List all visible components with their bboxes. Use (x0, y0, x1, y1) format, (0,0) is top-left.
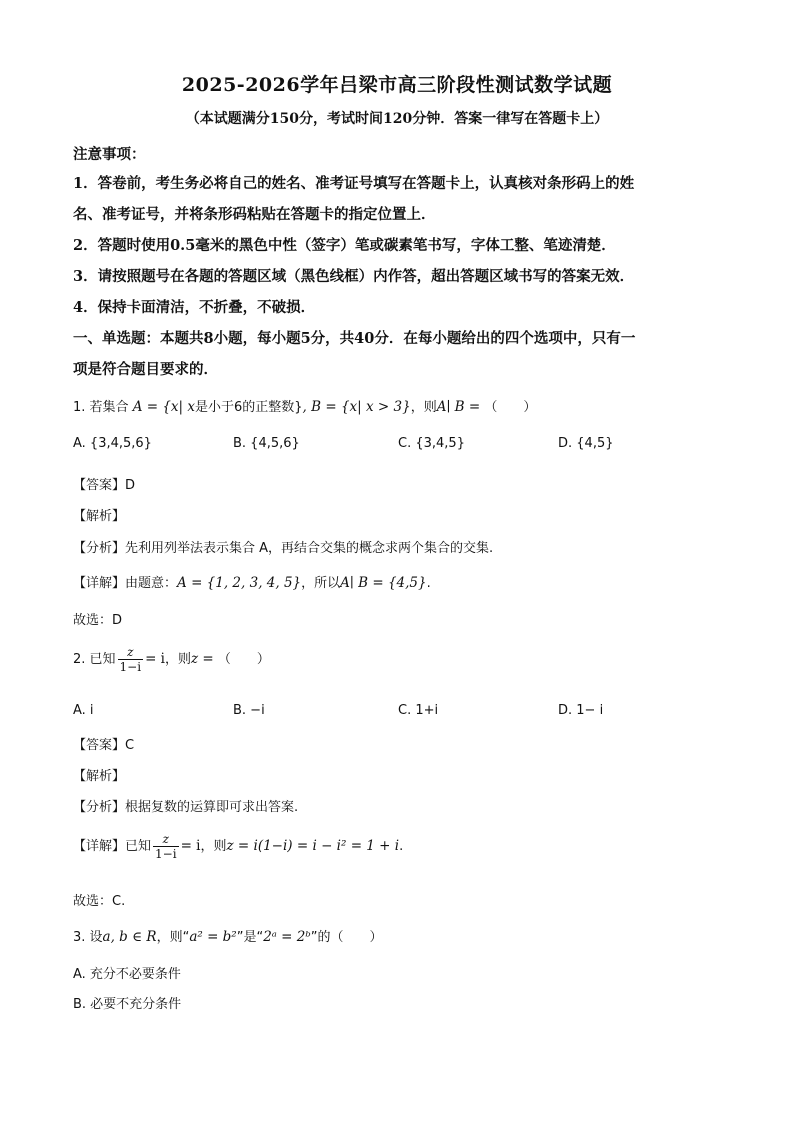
q2-detail-frac-den: 1−i (155, 847, 177, 861)
q2-detail-eq1: = i (180, 838, 201, 854)
q2-option-c: C. 1+i (398, 703, 439, 718)
q3-ask-b: ”是“ (236, 930, 264, 945)
q3-vars: a, b ∈ R (102, 929, 157, 945)
q1-option-b: B. {4,5,6} (233, 436, 300, 451)
q2-paren: （ ） (217, 652, 270, 667)
q1-fenxi: 先利用列举法表示集合 A，再结合交集的概念求两个集合的交集. (125, 541, 494, 556)
q1-detail-end: . (426, 576, 431, 591)
q2-detail-b: ，则 (200, 839, 227, 854)
q1-answer-tag: 【答案】 (73, 478, 126, 493)
q2-detail-a: 已知 (125, 839, 152, 854)
q1-choose: 故选：D (73, 613, 123, 628)
q2-answer-tag: 【答案】 (73, 738, 126, 753)
q2-choose: 故选：C. (73, 894, 126, 909)
q3-cond2: 2ᵃ = 2ᵇ (263, 929, 311, 945)
q1-answer-line (73, 474, 723, 493)
q2-answer: C (125, 738, 135, 753)
q1-setA-desc: 是小于6的正整数} (195, 400, 303, 415)
q2-fenxi: 根据复数的运算即可求出答案. (125, 800, 299, 815)
q1-fenxi-line (73, 537, 723, 556)
q2-option-a: A. i (73, 703, 94, 718)
notice-item-4: 4．保持卡面清洁，不折叠，不破损． (73, 299, 316, 316)
q2-ask: ，则 (165, 652, 192, 667)
q2-prefix: 2. 已知 (73, 652, 116, 667)
q3-option-b: B. 必要不充分条件 (73, 997, 182, 1012)
q2-analysis-tag: 【解析】 (73, 769, 126, 784)
q2-detail-fraction (153, 832, 179, 861)
q1-setA: A = {x| x (132, 399, 195, 415)
q2-fenxi-tag: 【分析】 (73, 800, 126, 815)
q2-eq: = i (145, 651, 165, 667)
q1-detail-b: ，所以 (301, 576, 341, 591)
q2-detail-frac-num: z (153, 832, 179, 847)
section-1-line-b: 项是符合题目要求的． (73, 361, 218, 378)
q3-prefix: 3. 设 (73, 930, 103, 945)
notice-item-1a: 1．答卷前，考生务必将自己的姓名、准考证号填写在答题卡上，认真核对条形码上的姓 (73, 175, 635, 192)
q1-detail-a: 由题意： (125, 576, 178, 591)
q1-answer: D (125, 478, 136, 493)
page-subtitle: （本试题满分150分，考试时间120分钟．答案一律写在答题卡上） (185, 111, 609, 127)
q1-detail-eq2: A∣ B = {4,5} (340, 575, 427, 591)
q1-detail-tag: 【详解】 (73, 576, 126, 591)
q3-ask-a: ，则“ (156, 930, 190, 945)
notice-item-3: 3．请按照题号在各题的答题区域（黑色线框）内作答，超出答题区域书写的答案无效． (73, 268, 635, 285)
q2-option-d: D. 1− i (558, 703, 604, 718)
question-3 (73, 926, 723, 945)
q1-prefix: 1. 若集合 (73, 400, 129, 415)
q3-ask-c: ”的（ ） (310, 930, 383, 945)
q1-paren: （ ） (484, 400, 537, 415)
q1-option-d: D. {4,5} (558, 436, 614, 451)
q2-frac-den: 1−i (119, 660, 142, 674)
q2-fraction (118, 645, 144, 674)
q2-detail-tag: 【详解】 (73, 839, 126, 854)
q2-answer-line (73, 734, 723, 753)
q1-detail-line (73, 572, 723, 591)
q2-expr: z = (191, 651, 214, 667)
question-1 (73, 396, 723, 415)
q1-analysis-tag: 【解析】 (73, 509, 126, 524)
q1-expr: A∣ B = (436, 399, 481, 415)
q1-fenxi-tag: 【分析】 (73, 541, 126, 556)
q2-fenxi-line (73, 796, 723, 815)
notice-item-1b: 名、准考证号，并将条形码粘贴在答题卡的指定位置上． (73, 206, 436, 223)
q3-cond1: a² = b² (189, 929, 237, 945)
q1-setB: , B = {x| x > 3} (302, 399, 411, 415)
q2-detail-line (73, 832, 723, 861)
q1-option-a: A. {3,4,5,6} (73, 436, 152, 451)
page-title: 2025-2026学年吕梁市高三阶段性测试数学试题 (181, 74, 613, 96)
q1-option-c: C. {3,4,5} (398, 436, 465, 451)
q2-frac-num: z (118, 645, 144, 660)
q2-detail-end: . (399, 839, 404, 854)
q2-detail-eq2: z = i(1−i) = i − i² = 1 + i (226, 838, 400, 854)
q1-detail-eq1: A = {1, 2, 3, 4, 5} (177, 575, 302, 591)
q2-option-b: B. −i (233, 703, 265, 718)
notice-item-2: 2．答题时使用0.5毫米的黑色中性（签字）笔或碳素笔书写，字体工整、笔迹清楚． (73, 237, 616, 254)
question-2 (73, 645, 723, 674)
q1-ask: ，则 (410, 400, 437, 415)
notice-heading: 注意事项： (73, 146, 146, 163)
q3-option-a: A. 充分不必要条件 (73, 967, 181, 982)
section-1-line-a: 一、单选题：本题共8小题，每小题5分，共40分．在每小题给出的四个选项中，只有一 (73, 330, 636, 347)
